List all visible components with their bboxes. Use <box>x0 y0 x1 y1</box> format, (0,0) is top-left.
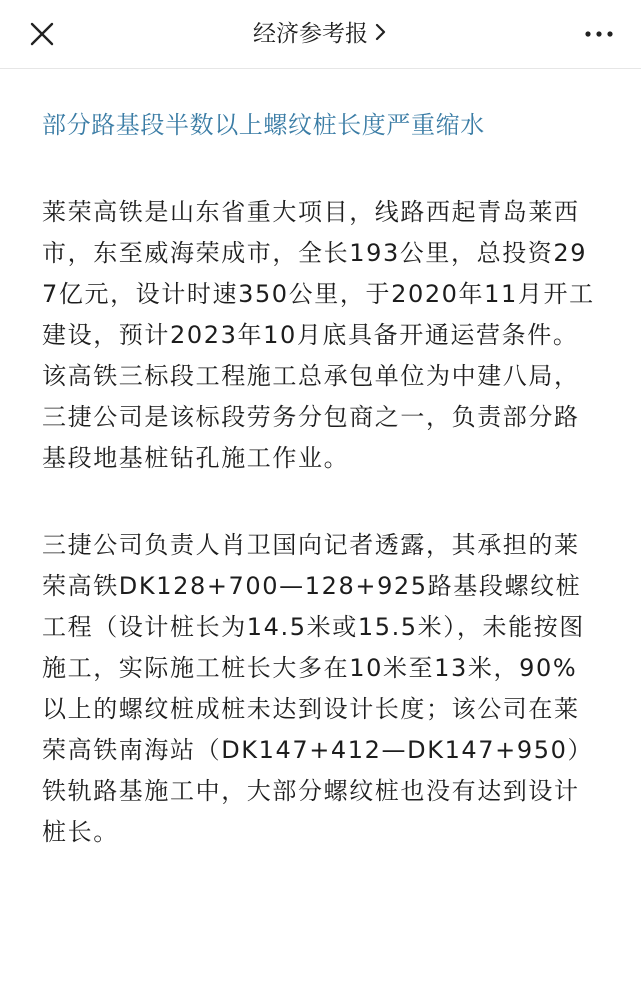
top-nav-bar <box>0 0 641 69</box>
account-title: 经济参考报 <box>253 21 368 47</box>
article-paragraph: 莱荣高铁是山东省重大项目，线路西起青岛莱西市，东至威海荣成市，全长193公里，总投资297亿元，设计时速350公里，于2020年11月开工建设，预计2023年10月底具备开通运营条件。该高铁三标段工程施工总承包单位为中建八局，三捷公司是该标段劳务分包商之一，负责部分路基段地基桩钻孔施工作业。 <box>42 198 595 472</box>
chevron-right-icon <box>374 1 388 69</box>
article-body <box>42 108 602 899</box>
article-subheading: 部分路基段半数以上螺纹桩长度严重缩水 <box>42 111 485 139</box>
account-title-link[interactable] <box>0 0 641 68</box>
more-horizontal-icon[interactable] <box>579 14 619 54</box>
article-paragraph: 三捷公司负责人肖卫国向记者透露，其承担的莱荣高铁DK128+700—128+925路基段螺纹桩工程（设计桩长为14.5米或15.5米），未能按图施工，实际施工桩长大多在10米至13米，90%以上的螺纹桩成桩未达到设计长度；该公司在莱荣高铁南海站（DK147+412—DK147+950）铁轨路基施工中，大部分螺纹桩也没有达到设计桩长。 <box>42 531 594 846</box>
